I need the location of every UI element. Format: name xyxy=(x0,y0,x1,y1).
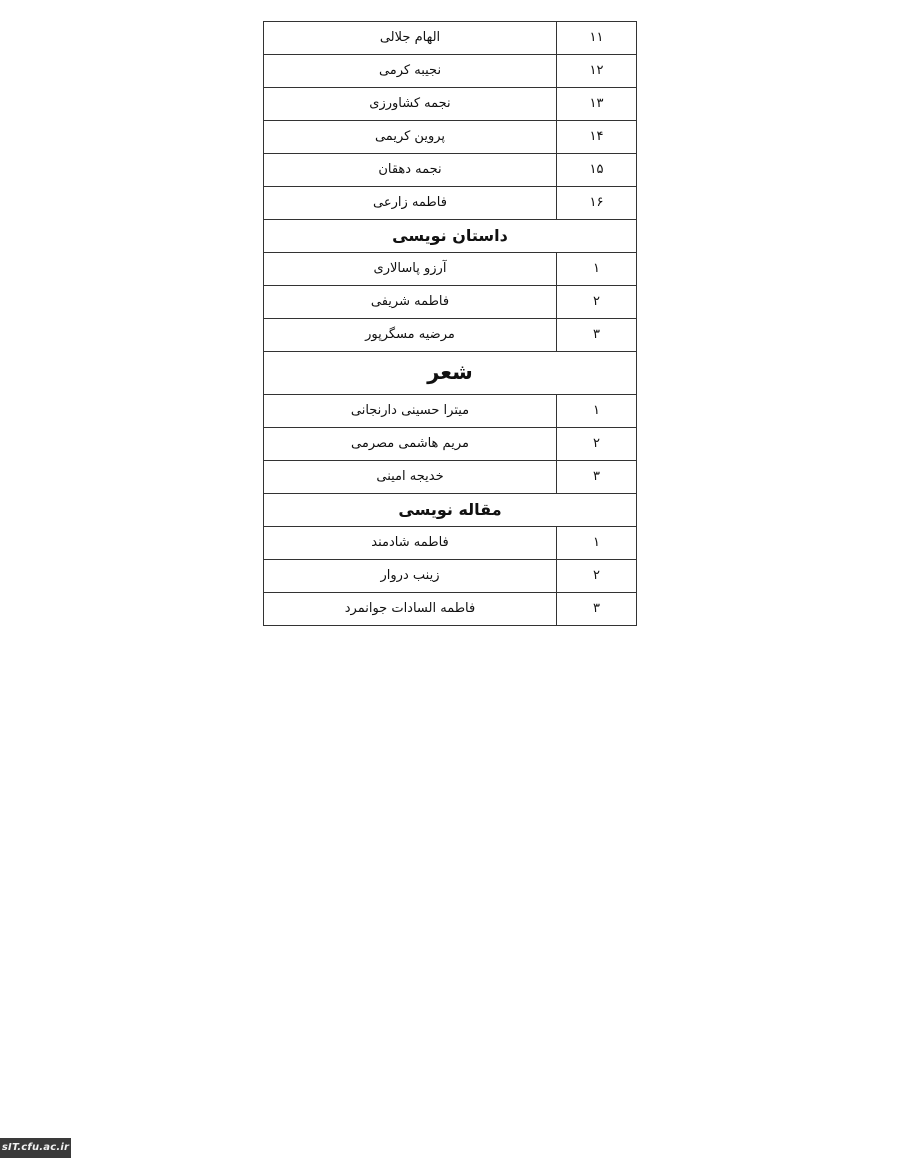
row-number: ۳ xyxy=(557,593,637,626)
row-number: ۲ xyxy=(557,560,637,593)
section-title: مقاله نویسی xyxy=(264,494,637,527)
person-name: نجمه کشاورزی xyxy=(264,88,557,121)
site-watermark-badge: sIT.cfu.ac.ir xyxy=(0,1138,71,1158)
table-row xyxy=(264,461,637,494)
table-row xyxy=(264,319,637,352)
row-number: ۱۴ xyxy=(557,121,637,154)
section-title: شعر xyxy=(264,352,637,395)
winners-table xyxy=(263,21,637,626)
person-name: فاطمه شریفی xyxy=(264,286,557,319)
row-number: ۱۳ xyxy=(557,88,637,121)
section-header-poetry xyxy=(264,352,637,395)
table-row xyxy=(264,527,637,560)
person-name: نجمه دهقان xyxy=(264,154,557,187)
person-name: آرزو پاسالاری xyxy=(264,253,557,286)
table-row xyxy=(264,88,637,121)
person-name: فاطمه زارعی xyxy=(264,187,557,220)
row-number: ۱ xyxy=(557,395,637,428)
row-number: ۱۱ xyxy=(557,22,637,55)
table-row xyxy=(264,55,637,88)
person-name: فاطمه شادمند xyxy=(264,527,557,560)
table-row xyxy=(264,286,637,319)
person-name: زینب دروار xyxy=(264,560,557,593)
section-header-story xyxy=(264,220,637,253)
table-row xyxy=(264,154,637,187)
row-number: ۲ xyxy=(557,428,637,461)
row-number: ۲ xyxy=(557,286,637,319)
person-name: میترا حسینی دارنجانی xyxy=(264,395,557,428)
row-number: ۱۲ xyxy=(557,55,637,88)
person-name: الهام جلالی xyxy=(264,22,557,55)
person-name: نجیبه کرمی xyxy=(264,55,557,88)
person-name: پروین کریمی xyxy=(264,121,557,154)
row-number: ۳ xyxy=(557,461,637,494)
table-row xyxy=(264,121,637,154)
table-row xyxy=(264,428,637,461)
row-number: ۳ xyxy=(557,319,637,352)
row-number: ۱۵ xyxy=(557,154,637,187)
section-header-essay xyxy=(264,494,637,527)
row-number: ۱ xyxy=(557,527,637,560)
table-row xyxy=(264,22,637,55)
person-name: مرضیه مسگرپور xyxy=(264,319,557,352)
row-number: ۱۶ xyxy=(557,187,637,220)
table-row xyxy=(264,593,637,626)
row-number: ۱ xyxy=(557,253,637,286)
person-name: خدیجه امینی xyxy=(264,461,557,494)
table-row xyxy=(264,560,637,593)
person-name: مریم هاشمی مصرمی xyxy=(264,428,557,461)
table-row xyxy=(264,187,637,220)
person-name: فاطمه السادات جوانمرد xyxy=(264,593,557,626)
table-row xyxy=(264,253,637,286)
table-row xyxy=(264,395,637,428)
section-title: داستان نویسی xyxy=(264,220,637,253)
